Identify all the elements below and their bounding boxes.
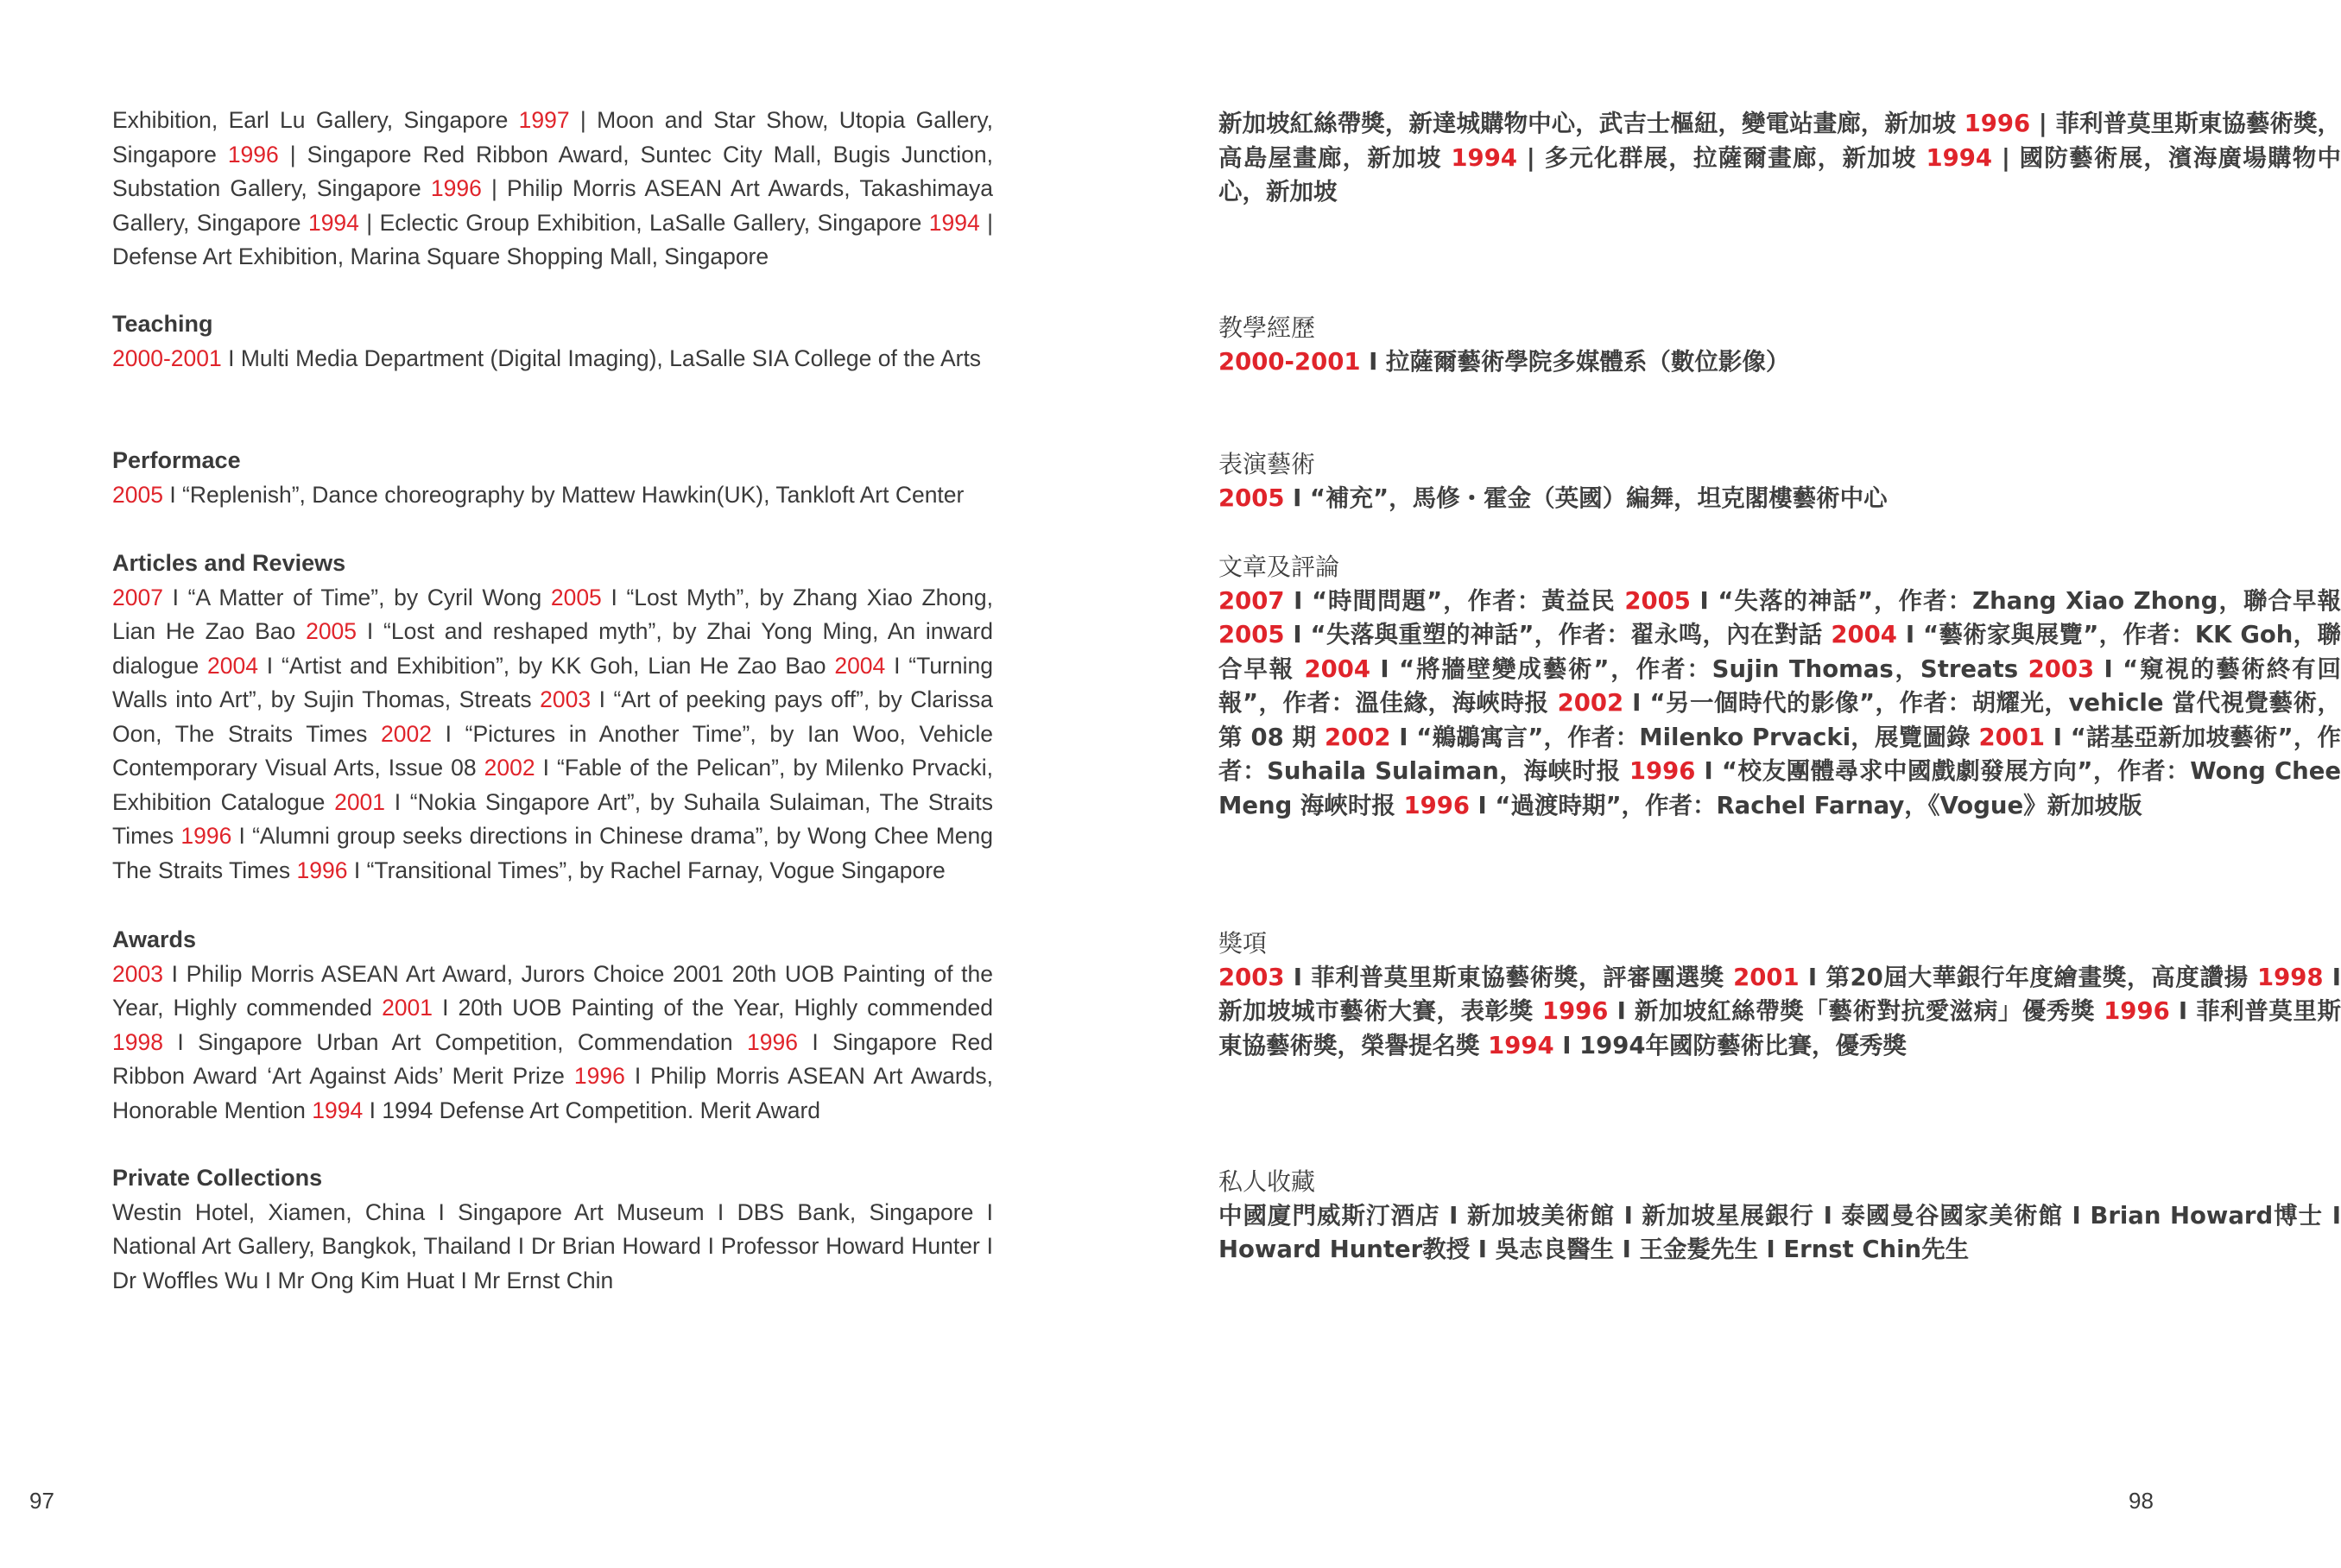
left-page bbox=[0, 0, 1105, 1568]
year-highlight: 2004 bbox=[1831, 621, 1897, 648]
page-number: 97 bbox=[29, 1488, 54, 1514]
text-run: I 新加坡紅絲帶獎「藝術對抗愛滋病」優秀獎 bbox=[1608, 997, 2104, 1025]
text-run: I 1994 Defense Art Competition. Merit Award bbox=[363, 1097, 821, 1123]
text-run: I 拉薩爾藝術學院多媒體系（數位影像） bbox=[1360, 347, 1790, 376]
text-run: I “諾基亞新加坡藝術”，作者：Suhaila Sulaiman，海峡时报 bbox=[1218, 723, 2341, 785]
year-highlight: 2003 bbox=[112, 960, 163, 987]
year-highlight: 1996 bbox=[227, 141, 279, 168]
year-highlight: 1994 bbox=[1451, 143, 1517, 172]
articles-section bbox=[1218, 550, 2341, 823]
exhibitions-paragraph bbox=[1218, 107, 2341, 210]
awards-section bbox=[1218, 926, 2341, 1063]
text-run: I “藝術家與展覽”，作者：KK Goh，聯合早報 bbox=[1218, 621, 2341, 683]
performance-paragraph bbox=[112, 478, 993, 513]
section-heading: 教學經歷 bbox=[1218, 313, 1316, 342]
articles-paragraph bbox=[1218, 585, 2341, 824]
text-run: 中國廈門威斯汀酒店 I 新加坡美術館 I 新加坡星展銀行 I 泰國曼谷國家美術館 I Brian Howard博士 I Howard Hunter教授 I 吳志良醫生 I 王金髮先生 I Ernst Chin先生 bbox=[1218, 1201, 2341, 1263]
text-run: | Singapore Red Ribbon Award, Suntec City Mall, Bugis Junction, Substation Gallery, Singapore bbox=[112, 141, 993, 201]
year-highlight: 2005 bbox=[1218, 621, 1285, 648]
year-highlight: 1996 bbox=[1629, 757, 1696, 785]
text-run: I “Transitional Times”, by Rachel Farnay, Vogue Singapore bbox=[347, 857, 946, 883]
text-run: I “Pictures in Another Time”, by Ian Woo, Vehicle Contemporary Visual Arts, Issue 08 bbox=[112, 720, 993, 781]
year-highlight: 2002 bbox=[381, 720, 432, 747]
year-highlight: 2004 bbox=[1304, 654, 1370, 683]
teaching-paragraph bbox=[1218, 345, 2341, 380]
awards-section bbox=[112, 923, 993, 1128]
section-heading: Performace bbox=[112, 447, 241, 473]
section-heading: 獎項 bbox=[1218, 929, 1268, 958]
articles-section bbox=[112, 547, 993, 888]
text-run: I 新加坡城市藝術大賽，表彰獎 bbox=[1218, 963, 2341, 1025]
text-run: I “失落的神話”，作者：Zhang Xiao Zhong，聯合早報 bbox=[1690, 586, 2341, 615]
year-highlight: 1996 bbox=[747, 1028, 798, 1055]
text-run: I “校友團體尋求中國戲劇發展方向”，作者：Wong Chee Meng 海峽时报 bbox=[1218, 757, 2341, 819]
text-run: I “Lost and reshaped myth”, by Zhai Yong Ming, An inward dialogue bbox=[112, 618, 993, 679]
text-run: Exhibition, Earl Lu Gallery, Singapore bbox=[112, 107, 519, 133]
year-highlight: 2005 bbox=[1624, 586, 1691, 615]
year-highlight: 2002 bbox=[1324, 723, 1391, 751]
year-highlight: 2003 bbox=[2028, 654, 2095, 683]
text-run: I “Art of peeking pays off”, by Clarissa Oon, The Straits Times bbox=[112, 686, 993, 747]
year-highlight: 1994 bbox=[307, 209, 359, 236]
text-run: I “A Matter of Time”, by Cyril Wong bbox=[162, 584, 551, 610]
right-page bbox=[1105, 0, 2341, 1568]
text-run: I “Replenish”, Dance choreography by Mattew Hawkin(UK), Tankloft Art Center bbox=[162, 481, 965, 508]
performance-section bbox=[112, 444, 993, 512]
section-heading: 私人收藏 bbox=[1218, 1167, 1316, 1196]
text-run: I “過渡時期”，作者：Rachel Farnay，《Vogue》新加坡版 bbox=[1469, 791, 2142, 819]
year-highlight: 2005 bbox=[550, 584, 602, 610]
performance-section bbox=[1218, 447, 2341, 515]
year-highlight: 2001 bbox=[382, 995, 433, 1021]
year-highlight: 2005 bbox=[306, 618, 357, 644]
text-run: I 菲利普莫里斯東協藝術獎，榮譽提名獎 bbox=[1218, 997, 2341, 1059]
collections-paragraph bbox=[112, 1196, 993, 1299]
text-run: I “Fable of the Pelican”, by Milenko Prvacki, Exhibition Catalogue bbox=[112, 755, 993, 815]
exhibitions-continued bbox=[112, 104, 993, 275]
articles-paragraph bbox=[112, 581, 993, 888]
text-run: I “補充”，馬修・霍金（英國）編舞，坦克閣樓藝術中心 bbox=[1284, 484, 1888, 512]
year-highlight: 1998 bbox=[112, 1028, 163, 1055]
year-highlight: 2004 bbox=[207, 652, 258, 679]
year-highlight: 2002 bbox=[1557, 689, 1624, 717]
year-highlight: 1994 bbox=[312, 1097, 364, 1123]
text-run: I “Nokia Singapore Art”, by Suhaila Sulaiman, The Straits Times bbox=[112, 788, 993, 849]
text-run: I Singapore Red Ribbon Award ‘Art Against Aids’ Merit Prize bbox=[112, 1028, 993, 1089]
collections-section bbox=[1218, 1165, 2341, 1268]
year-highlight: 2005 bbox=[112, 481, 163, 508]
text-run: I “窺視的藝術終有回報”，作者：溫佳緣，海峽時报 bbox=[1218, 654, 2341, 717]
text-run: | Philip Morris ASEAN Art Awards, Takashimaya Gallery, Singapore bbox=[112, 175, 993, 236]
text-run: I “失落與重塑的神話”，作者：翟永鸣，內在對話 bbox=[1284, 621, 1832, 648]
year-highlight: 1996 bbox=[180, 823, 232, 849]
text-run: Westin Hotel, Xiamen, China I Singapore Art Museum I DBS Bank, Singapore I National Art Gallery, Bangkok, Thailand I Dr Brian Howard I Professor Howard Hunter I Dr Woffles Wu I Mr Ong Kim Huat I Mr Ernst Chin bbox=[112, 1198, 993, 1293]
year-highlight: 1996 bbox=[1403, 791, 1470, 819]
text-run: 新加坡紅絲帶獎，新達城購物中心，武吉士樞紐，變電站畫廊，新加坡 bbox=[1218, 110, 1965, 137]
section-heading: Articles and Reviews bbox=[112, 550, 346, 576]
page-number: 98 bbox=[2129, 1488, 2154, 1514]
text-run: I 20th UOB Painting of the Year, Highly commended bbox=[433, 995, 994, 1021]
year-highlight: 1996 bbox=[1541, 997, 1609, 1025]
year-highlight: 1996 bbox=[573, 1063, 625, 1089]
teaching-paragraph bbox=[112, 342, 993, 376]
collections-section bbox=[112, 1161, 993, 1298]
year-highlight: 1996 bbox=[430, 175, 482, 201]
year-highlight: 1996 bbox=[296, 857, 348, 883]
exhibitions-paragraph bbox=[112, 104, 993, 275]
year-highlight: 1994 bbox=[928, 209, 980, 236]
text-run: | Moon and Star Show, Utopia Gallery, Singapore bbox=[112, 107, 993, 168]
year-highlight: 2001 bbox=[334, 788, 386, 815]
year-highlight: 1994 bbox=[1488, 1031, 1554, 1059]
text-run: I Multi Media Department (Digital Imaging), LaSalle SIA College of the Arts bbox=[221, 345, 982, 371]
text-run: | 菲利普莫里斯東協藝術獎，高島屋畫廊，新加坡 bbox=[1218, 110, 2341, 172]
text-run: I “Turning Walls into Art”, by Sujin Thomas, Streats bbox=[112, 652, 993, 712]
awards-paragraph bbox=[112, 958, 993, 1129]
year-highlight: 2000-2001 bbox=[112, 345, 222, 371]
year-highlight: 2002 bbox=[484, 755, 535, 781]
text-run: I “Alumni group seeks directions in Chinese drama”, by Wong Chee Meng The Straits Times bbox=[112, 823, 993, 883]
year-highlight: 2003 bbox=[540, 686, 592, 712]
year-highlight: 2005 bbox=[1218, 484, 1285, 512]
section-heading: 表演藝術 bbox=[1218, 450, 1316, 478]
year-highlight: 1996 bbox=[1964, 110, 2031, 137]
text-run: I “Lost Myth”, by Zhang Xiao Zhong, Lian He Zao Bao bbox=[112, 584, 993, 644]
collections-paragraph bbox=[1218, 1199, 2341, 1268]
teaching-section bbox=[112, 307, 993, 376]
text-run: I Philip Morris ASEAN Art Award, Jurors Choice 2001 20th UOB Painting of the Year, Highly commended bbox=[112, 960, 993, 1021]
section-heading: 文章及評論 bbox=[1218, 553, 1340, 581]
text-run: I “Artist and Exhibition”, by KK Goh, Lian He Zao Bao bbox=[257, 652, 835, 679]
text-run: I Philip Morris ASEAN Art Awards, Honorable Mention bbox=[112, 1063, 994, 1123]
year-highlight: 2001 bbox=[1978, 723, 2046, 751]
text-run: I “另一個時代的影像”，作者：胡耀光，vehicle 當代視覺藝術，第 08 期 bbox=[1218, 689, 2341, 751]
year-highlight: 2001 bbox=[1733, 963, 1800, 991]
section-heading: Awards bbox=[112, 926, 197, 952]
exhibitions-continued bbox=[1218, 107, 2341, 210]
year-highlight: 2004 bbox=[834, 652, 886, 679]
year-highlight: 2003 bbox=[1218, 963, 1285, 991]
text-run: I “將牆壁變成藝術”，作者：Sujin Thomas，Streats bbox=[1370, 654, 2028, 683]
text-run: I “時間問題”，作者：黃益民 bbox=[1284, 586, 1625, 615]
section-heading: Teaching bbox=[112, 311, 213, 337]
text-run: | Defense Art Exhibition, Marina Square Shopping Mall, Singapore bbox=[112, 209, 994, 269]
text-run: I 第20屆大華銀行年度繪畫獎，高度讚揚 bbox=[1799, 963, 2257, 991]
teaching-section bbox=[1218, 311, 2341, 379]
year-highlight: 2007 bbox=[112, 584, 163, 610]
year-highlight: 1996 bbox=[2104, 997, 2170, 1025]
text-run: I “鵜鶘寓言”，作者：Milenko Prvacki，展覽圖錄 bbox=[1390, 723, 1979, 751]
year-highlight: 2007 bbox=[1218, 586, 1285, 615]
year-highlight: 1994 bbox=[1926, 143, 1993, 172]
text-run: I 1994年國防藝術比賽，優秀獎 bbox=[1553, 1031, 1908, 1059]
year-highlight: 1998 bbox=[2256, 963, 2324, 991]
text-run: | 國防藝術展，濱海廣場購物中心，新加坡 bbox=[1218, 143, 2341, 205]
year-highlight: 2000-2001 bbox=[1218, 347, 1361, 376]
text-run: I Singapore Urban Art Competition, Commendation bbox=[162, 1028, 748, 1055]
section-heading: Private Collections bbox=[112, 1165, 323, 1191]
awards-paragraph bbox=[1218, 961, 2341, 1064]
year-highlight: 1997 bbox=[518, 107, 570, 133]
text-run: I 菲利普莫里斯東協藝術獎，評審團選獎 bbox=[1284, 963, 1734, 991]
text-run: | Eclectic Group Exhibition, LaSalle Gallery, Singapore bbox=[358, 209, 929, 236]
text-run: | 多元化群展，拉薩爾畫廊，新加坡 bbox=[1516, 143, 1927, 172]
performance-paragraph bbox=[1218, 482, 2341, 516]
